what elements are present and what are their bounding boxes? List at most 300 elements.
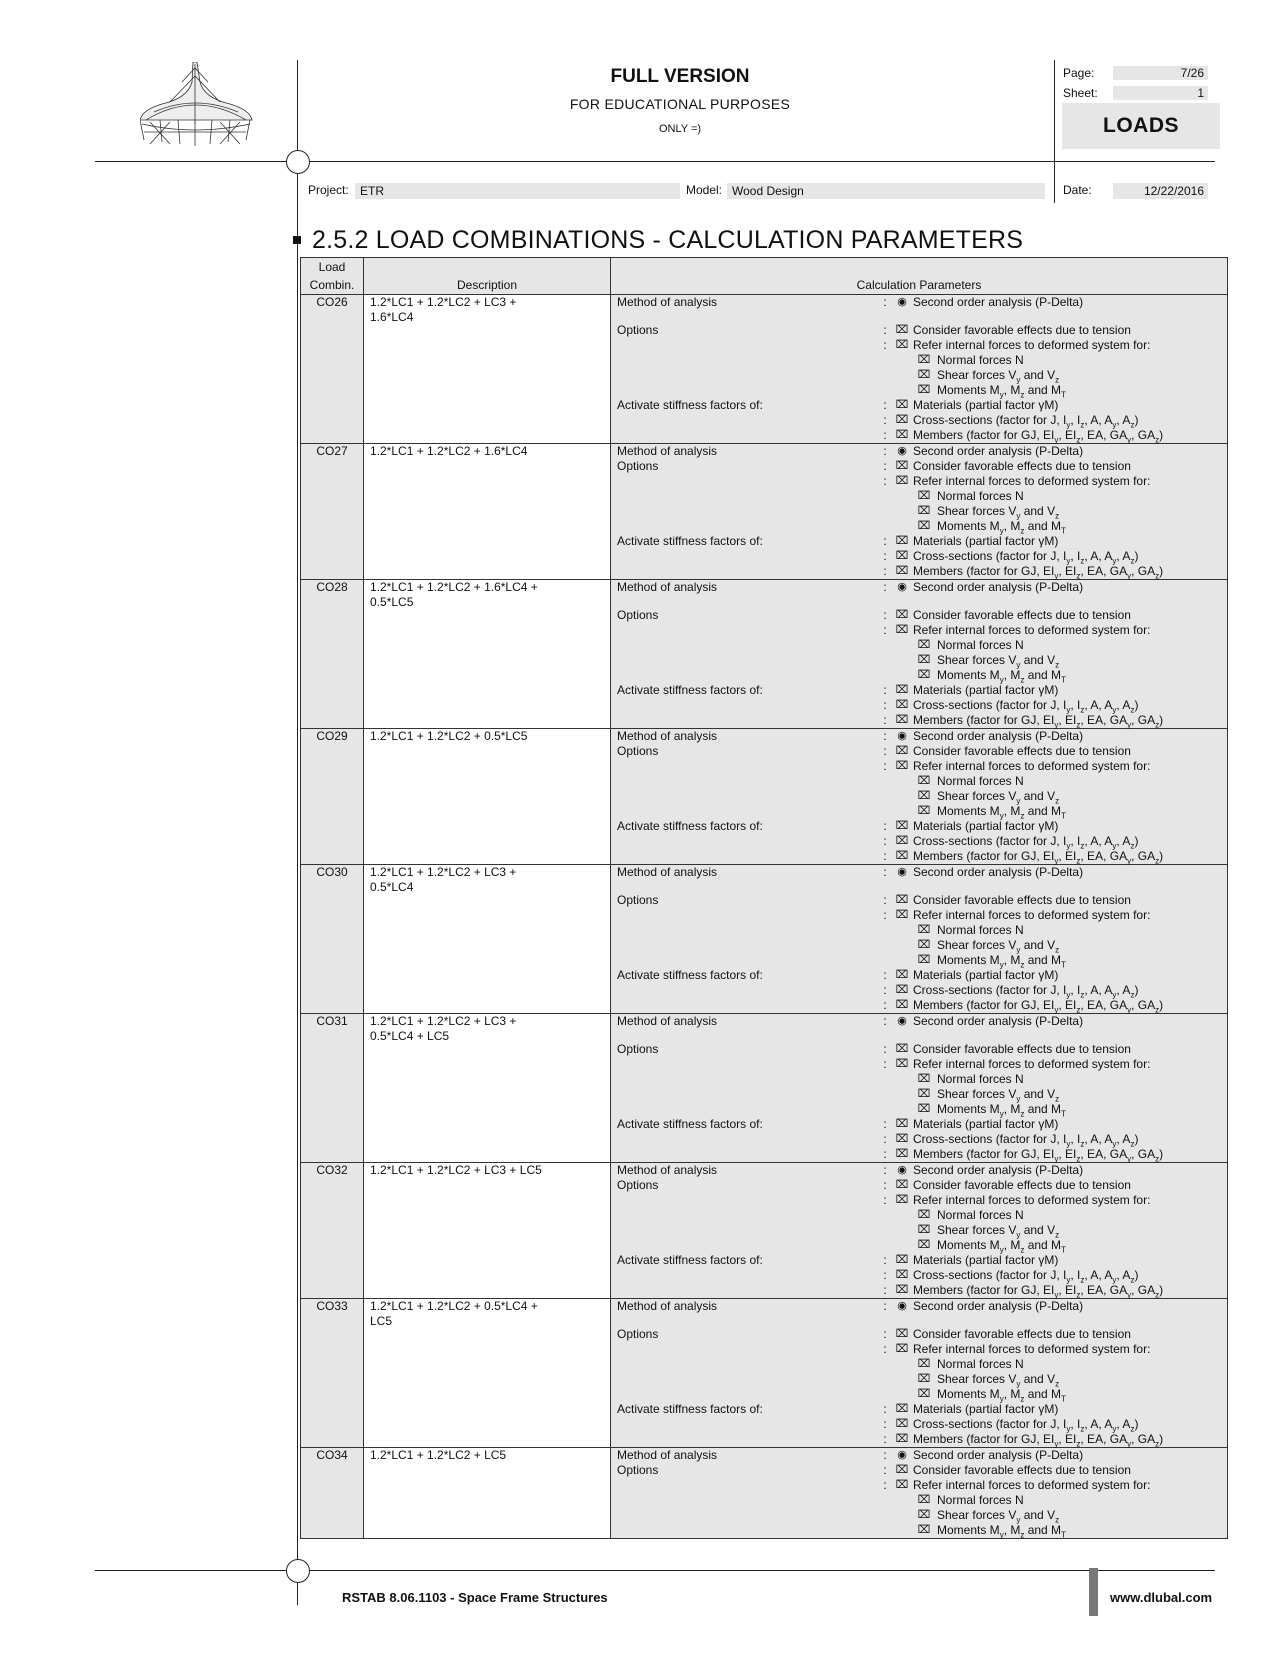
checkbox-checked-icon: ⌧	[917, 354, 931, 366]
checkbox-checked-icon: ⌧	[917, 369, 931, 381]
param-name	[611, 983, 879, 998]
param-text: Moments $M_y$, $M_z$ and $M_T$	[937, 1387, 1066, 1404]
param-subrow	[611, 1102, 1227, 1117]
checkbox-checked-icon: ⌧	[895, 699, 909, 711]
param-colon: :	[883, 1432, 887, 1446]
combination-description	[364, 295, 611, 444]
param-row	[611, 323, 1227, 338]
param-box	[891, 653, 913, 668]
param-row	[611, 1193, 1227, 1208]
checkbox-checked-icon: ⌧	[895, 399, 909, 411]
param-colon: :	[883, 1327, 887, 1341]
param-text: Materials (partial factor γM)	[913, 819, 1059, 833]
param-subrow	[611, 638, 1227, 653]
param-name: Options	[617, 1463, 659, 1477]
footer-website[interactable]: www.dlubal.com	[1110, 1590, 1213, 1605]
param-colon	[879, 383, 891, 398]
param-colon: :	[883, 744, 887, 758]
param-box	[891, 908, 913, 923]
param-name: Activate stiffness factors of:	[617, 398, 763, 412]
table-row	[301, 1448, 1228, 1539]
param-name	[611, 1283, 879, 1298]
param-colon: :	[883, 1417, 887, 1431]
param-row	[611, 1147, 1227, 1162]
param-box	[891, 998, 913, 1013]
param-box	[891, 413, 913, 428]
param-name: Activate stiffness factors of:	[617, 1117, 763, 1131]
combination-id	[301, 1448, 364, 1539]
param-colon	[879, 1387, 891, 1402]
param-box	[891, 608, 913, 623]
checkbox-checked-icon: ⌧	[917, 805, 931, 817]
checkbox-checked-icon: ⌧	[895, 1269, 909, 1281]
param-box	[891, 368, 913, 383]
param-name	[611, 638, 879, 653]
param-name: Method of analysis	[617, 580, 718, 594]
param-text: Consider favorable effects due to tension	[913, 1327, 1131, 1341]
param-colon: :	[883, 683, 887, 697]
calculation-parameters	[611, 729, 1228, 865]
combination-description	[364, 729, 611, 865]
param-box	[891, 1117, 913, 1132]
param-colon	[879, 668, 891, 683]
checkbox-checked-icon: ⌧	[895, 1284, 909, 1296]
param-row	[611, 998, 1227, 1013]
col-load-line2: Combin.	[309, 278, 355, 292]
param-colon: :	[883, 1463, 887, 1477]
param-name	[611, 1417, 879, 1432]
param-subrow	[611, 1357, 1227, 1372]
param-colon	[879, 1223, 891, 1238]
calculation-parameters	[611, 1299, 1228, 1448]
param-row	[611, 683, 1227, 698]
checkbox-checked-icon: ⌧	[917, 1509, 931, 1521]
param-row	[611, 534, 1227, 549]
param-colon	[879, 368, 891, 383]
param-text: Cross-sections (factor for J, $I_y$, $I_z$, A, $A_y$, $A_z$)	[913, 1268, 1139, 1285]
param-text: Refer internal forces to deformed system for:	[913, 908, 1151, 922]
param-box	[891, 564, 913, 579]
param-box	[891, 353, 913, 368]
description-line1: 1.2*LC1 + 1.2*LC2 + LC3 +	[370, 865, 517, 879]
param-text: Members (factor for GJ, $EI_y$, $EI_z$, EA, $GA_y$, $GA_z$)	[913, 998, 1164, 1015]
radio-selected-icon: ◉	[897, 730, 907, 742]
param-name: Options	[617, 459, 659, 473]
description-line1: 1.2*LC1 + 1.2*LC2 + LC5	[370, 1448, 507, 1462]
combination-id	[301, 295, 364, 444]
table-row	[301, 1163, 1228, 1299]
combination-description	[364, 1014, 611, 1163]
param-colon	[879, 1493, 891, 1508]
radio-selected-icon: ◉	[897, 866, 907, 878]
param-text: Second order analysis (P-Delta)	[913, 444, 1084, 458]
radio-selected-icon: ◉	[897, 296, 907, 308]
checkbox-checked-icon: ⌧	[917, 639, 931, 651]
param-name	[611, 428, 879, 443]
param-row	[611, 1448, 1227, 1463]
param-box	[891, 1042, 913, 1057]
param-box	[891, 698, 913, 713]
param-box	[891, 1357, 913, 1372]
param-name	[611, 1478, 879, 1493]
param-colon: :	[883, 608, 887, 622]
param-colon: :	[883, 338, 887, 352]
param-text: Normal forces N	[937, 774, 1024, 788]
param-text: Members (factor for GJ, $EI_y$, $EI_z$, EA, $GA_y$, $GA_z$)	[913, 849, 1164, 866]
param-colon: :	[883, 580, 887, 594]
param-colon: :	[883, 1478, 887, 1492]
param-row	[611, 413, 1227, 428]
checkbox-checked-icon: ⌧	[895, 1058, 909, 1070]
param-text: Moments $M_y$, $M_z$ and $M_T$	[937, 519, 1066, 536]
param-box	[891, 759, 913, 774]
table-row	[301, 729, 1228, 865]
param-name	[611, 1523, 879, 1538]
param-row	[611, 428, 1227, 443]
param-row	[611, 849, 1227, 864]
param-colon: :	[883, 834, 887, 848]
description-line2: 1.6*LC4	[370, 310, 414, 324]
param-text: Materials (partial factor γM)	[913, 1253, 1059, 1267]
param-subrow	[611, 1072, 1227, 1087]
param-colon: :	[883, 1117, 887, 1131]
param-colon: :	[883, 1193, 887, 1207]
checkbox-checked-icon: ⌧	[895, 1133, 909, 1145]
param-box	[891, 968, 913, 983]
combination-id	[301, 729, 364, 865]
param-box	[891, 923, 913, 938]
calculation-parameters	[611, 1163, 1228, 1299]
param-colon: :	[883, 534, 887, 548]
param-colon: :	[883, 713, 887, 727]
param-box	[891, 1478, 913, 1493]
param-name: Options	[617, 1042, 659, 1056]
param-colon: :	[883, 759, 887, 773]
param-row	[611, 759, 1227, 774]
param-box	[891, 938, 913, 953]
param-box	[891, 1238, 913, 1253]
param-name	[611, 1238, 879, 1253]
param-row	[611, 295, 1227, 310]
section-box: LOADS	[1062, 103, 1220, 149]
checkbox-checked-icon: ⌧	[917, 1388, 931, 1400]
col-description: Description	[364, 258, 611, 295]
param-box	[891, 1342, 913, 1357]
combination-id	[301, 1014, 364, 1163]
checkbox-checked-icon: ⌧	[895, 894, 909, 906]
combination-description	[364, 1299, 611, 1448]
combination-id-text: CO27	[316, 444, 348, 458]
checkbox-checked-icon: ⌧	[895, 1179, 909, 1191]
combination-description	[364, 1448, 611, 1539]
param-row	[611, 1417, 1227, 1432]
param-name	[611, 1372, 879, 1387]
combination-id	[301, 444, 364, 580]
param-box	[891, 744, 913, 759]
param-box	[891, 534, 913, 549]
section-title	[292, 226, 1023, 255]
param-text: Moments $M_y$, $M_z$ and $M_T$	[937, 804, 1066, 821]
param-box	[891, 459, 913, 474]
param-text: Cross-sections (factor for J, $I_y$, $I_z$, A, $A_y$, $A_z$)	[913, 549, 1139, 566]
page-label: Page:	[1063, 66, 1095, 80]
param-colon	[879, 1208, 891, 1223]
col-calculation-parameters: Calculation Parameters	[611, 258, 1228, 295]
param-box	[891, 549, 913, 564]
param-colon: :	[883, 1253, 887, 1267]
param-text: Consider favorable effects due to tension	[913, 893, 1131, 907]
combination-description	[364, 865, 611, 1014]
checkbox-checked-icon: ⌧	[895, 745, 909, 757]
param-subrow	[611, 1493, 1227, 1508]
checkbox-checked-icon: ⌧	[895, 999, 909, 1011]
param-colon	[879, 938, 891, 953]
param-name	[611, 1432, 879, 1447]
checkbox-checked-icon: ⌧	[895, 1148, 909, 1160]
param-colon: :	[883, 474, 887, 488]
param-name: Activate stiffness factors of:	[617, 1253, 763, 1267]
param-text: Materials (partial factor γM)	[913, 968, 1059, 982]
param-name	[611, 1057, 879, 1072]
param-box	[891, 623, 913, 638]
param-box	[891, 1132, 913, 1147]
param-box	[891, 1283, 913, 1298]
param-text: Second order analysis (P-Delta)	[913, 1448, 1084, 1462]
param-row	[611, 908, 1227, 923]
param-name: Options	[617, 744, 659, 758]
header-circle-marker	[286, 150, 310, 174]
checkbox-checked-icon: ⌧	[895, 1343, 909, 1355]
date-label: Date:	[1063, 183, 1092, 197]
param-row	[611, 1402, 1227, 1417]
param-box	[891, 983, 913, 998]
param-subrow	[611, 489, 1227, 504]
param-text: Shear forces $V_y$ and $V_z$	[937, 1223, 1060, 1240]
project-label: Project:	[308, 183, 349, 197]
param-colon	[879, 504, 891, 519]
param-name: Activate stiffness factors of:	[617, 683, 763, 697]
load-combinations-table	[300, 257, 1228, 1539]
param-box	[891, 893, 913, 908]
param-colon: :	[883, 998, 887, 1012]
param-name: Method of analysis	[617, 1299, 718, 1313]
param-name	[611, 713, 879, 728]
param-name	[611, 908, 879, 923]
param-colon	[879, 1072, 891, 1087]
checkbox-checked-icon: ⌧	[895, 1479, 909, 1491]
param-text: Shear forces $V_y$ and $V_z$	[937, 368, 1060, 385]
param-colon: :	[883, 1299, 887, 1313]
checkbox-checked-icon: ⌧	[895, 984, 909, 996]
param-name: Activate stiffness factors of:	[617, 534, 763, 548]
checkbox-checked-icon: ⌧	[917, 1209, 931, 1221]
param-text: Shear forces $V_y$ and $V_z$	[937, 1087, 1060, 1104]
checkbox-checked-icon: ⌧	[917, 1239, 931, 1251]
col-load-line1: Load	[318, 260, 346, 274]
param-text: Cross-sections (factor for J, $I_y$, $I_z$, A, $A_y$, $A_z$)	[913, 1132, 1139, 1149]
param-box	[891, 1147, 913, 1162]
description-line1: 1.2*LC1 + 1.2*LC2 + 1.6*LC4 +	[370, 580, 538, 594]
checkbox-checked-icon: ⌧	[917, 790, 931, 802]
param-subrow	[611, 1387, 1227, 1402]
description-line1: 1.2*LC1 + 1.2*LC2 + LC3 + LC5	[370, 1163, 542, 1177]
param-box	[891, 1253, 913, 1268]
checkbox-checked-icon: ⌧	[895, 835, 909, 847]
param-name	[611, 338, 879, 353]
checkbox-checked-icon: ⌧	[895, 909, 909, 921]
param-box	[891, 489, 913, 504]
sheet-value: 1	[1113, 86, 1208, 100]
param-row	[611, 338, 1227, 353]
calculation-parameters	[611, 1448, 1228, 1539]
param-text: Refer internal forces to deformed system for:	[913, 1342, 1151, 1356]
param-text: Consider favorable effects due to tension	[913, 608, 1131, 622]
param-row	[611, 1117, 1227, 1132]
param-name	[611, 1147, 879, 1162]
param-name: Options	[617, 893, 659, 907]
param-text: Consider favorable effects due to tension	[913, 459, 1131, 473]
param-box	[891, 1299, 913, 1314]
combination-description	[364, 1163, 611, 1299]
param-subrow	[611, 774, 1227, 789]
param-colon	[879, 789, 891, 804]
param-box	[891, 1448, 913, 1463]
radio-selected-icon: ◉	[897, 1164, 907, 1176]
checkbox-checked-icon: ⌧	[917, 1088, 931, 1100]
param-colon: :	[883, 413, 887, 427]
checkbox-checked-icon: ⌧	[895, 969, 909, 981]
tent-structure-logo	[140, 62, 280, 152]
param-name	[611, 938, 879, 953]
param-name: Method of analysis	[617, 1014, 718, 1028]
param-text: Members (factor for GJ, $EI_y$, $EI_z$, EA, $GA_y$, $GA_z$)	[913, 1147, 1164, 1164]
checkbox-checked-icon: ⌧	[917, 1073, 931, 1085]
checkbox-checked-icon: ⌧	[895, 760, 909, 772]
param-name: Options	[617, 608, 659, 622]
checkbox-checked-icon: ⌧	[895, 1433, 909, 1445]
param-text: Shear forces $V_y$ and $V_z$	[937, 653, 1060, 670]
param-name	[611, 774, 879, 789]
param-colon: :	[883, 428, 887, 442]
param-row	[611, 1268, 1227, 1283]
param-name	[611, 698, 879, 713]
param-name	[611, 1087, 879, 1102]
combination-id-text: CO32	[316, 1163, 348, 1177]
param-name	[611, 413, 879, 428]
param-colon: :	[883, 1132, 887, 1146]
param-colon: :	[883, 819, 887, 833]
param-name	[611, 653, 879, 668]
param-colon: :	[883, 983, 887, 997]
param-colon	[879, 1372, 891, 1387]
param-name	[611, 519, 879, 534]
param-text: Members (factor for GJ, $EI_y$, $EI_z$, EA, $GA_y$, $GA_z$)	[913, 564, 1164, 581]
col-load-combin	[301, 258, 364, 295]
param-colon	[879, 1523, 891, 1538]
sheet-label: Sheet:	[1063, 86, 1098, 100]
param-colon: :	[883, 623, 887, 637]
param-name	[611, 789, 879, 804]
param-name	[611, 1208, 879, 1223]
param-box	[891, 428, 913, 443]
checkbox-checked-icon: ⌧	[917, 1224, 931, 1236]
param-name	[611, 489, 879, 504]
param-subrow	[611, 353, 1227, 368]
checkbox-checked-icon: ⌧	[895, 1328, 909, 1340]
param-text: Members (factor for GJ, $EI_y$, $EI_z$, EA, $GA_y$, $GA_z$)	[913, 713, 1164, 730]
param-box	[891, 474, 913, 489]
param-colon	[879, 519, 891, 534]
calculation-parameters	[611, 580, 1228, 729]
param-name	[611, 1357, 879, 1372]
param-text: Consider favorable effects due to tension	[913, 744, 1131, 758]
param-name	[611, 1193, 879, 1208]
checkbox-checked-icon: ⌧	[895, 1464, 909, 1476]
param-name	[611, 1268, 879, 1283]
param-row	[611, 1283, 1227, 1298]
param-text: Cross-sections (factor for J, $I_y$, $I_z$, A, $A_y$, $A_z$)	[913, 1417, 1139, 1434]
param-box	[891, 1072, 913, 1087]
param-text: Normal forces N	[937, 489, 1024, 503]
param-box	[891, 1087, 913, 1102]
param-text: Normal forces N	[937, 1357, 1024, 1371]
param-colon: :	[883, 398, 887, 412]
param-text: Moments $M_y$, $M_z$ and $M_T$	[937, 668, 1066, 685]
param-box	[891, 444, 913, 459]
param-box	[891, 729, 913, 744]
param-colon: :	[883, 1163, 887, 1177]
param-row	[611, 1178, 1227, 1193]
param-name	[611, 834, 879, 849]
radio-selected-icon: ◉	[897, 581, 907, 593]
param-subrow	[611, 368, 1227, 383]
param-name: Method of analysis	[617, 729, 718, 743]
param-subrow	[611, 653, 1227, 668]
checkbox-checked-icon: ⌧	[895, 850, 909, 862]
param-text: Shear forces $V_y$ and $V_z$	[937, 789, 1060, 806]
param-row	[611, 459, 1227, 474]
param-text: Consider favorable effects due to tension	[913, 323, 1131, 337]
param-box	[891, 819, 913, 834]
table-row	[301, 1299, 1228, 1448]
description-line2: 0.5*LC5	[370, 595, 414, 609]
param-colon: :	[883, 1042, 887, 1056]
param-colon: :	[883, 444, 887, 458]
param-text: Materials (partial factor γM)	[913, 534, 1059, 548]
checkbox-checked-icon: ⌧	[895, 414, 909, 426]
param-text: Moments $M_y$, $M_z$ and $M_T$	[937, 1523, 1066, 1540]
param-name	[611, 1072, 879, 1087]
param-name	[611, 1132, 879, 1147]
footer-bar	[1089, 1568, 1098, 1616]
table-row	[301, 865, 1228, 1014]
param-subrow	[611, 383, 1227, 398]
radio-selected-icon: ◉	[897, 1449, 907, 1461]
param-subrow	[611, 789, 1227, 804]
param-text: Refer internal forces to deformed system for:	[913, 1478, 1151, 1492]
param-colon: :	[883, 968, 887, 982]
param-colon: :	[883, 1342, 887, 1356]
table-header-row	[301, 258, 1228, 295]
param-name	[611, 849, 879, 864]
param-name	[611, 353, 879, 368]
param-box	[891, 849, 913, 864]
param-row	[611, 698, 1227, 713]
param-colon	[879, 1238, 891, 1253]
combination-id-text: CO28	[316, 580, 348, 594]
param-name: Options	[617, 1178, 659, 1192]
checkbox-checked-icon: ⌧	[895, 1194, 909, 1206]
